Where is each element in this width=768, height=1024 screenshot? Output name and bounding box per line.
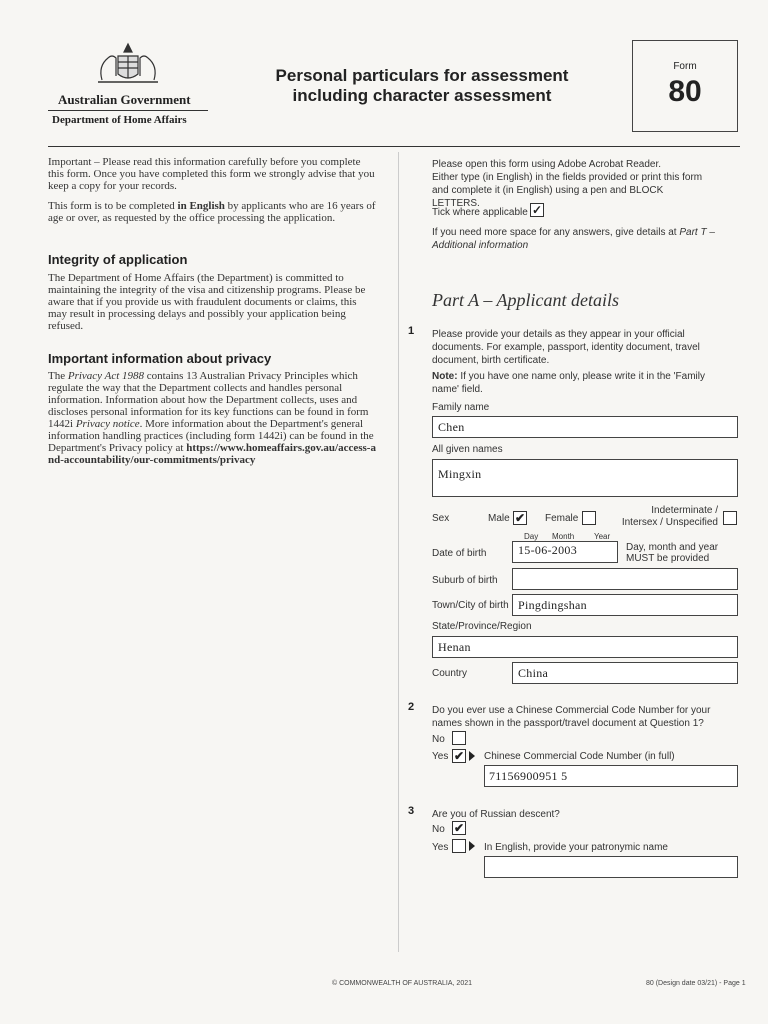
q2-arrow-icon [469, 751, 475, 761]
header-rule [48, 110, 208, 111]
given-names-field[interactable] [432, 459, 738, 497]
q3-yes-checkbox[interactable] [452, 839, 466, 853]
patronymic-field[interactable] [484, 856, 738, 878]
privacy-pre: The [48, 370, 68, 382]
privacy-text [48, 370, 378, 466]
suburb-label: Suburb of birth [432, 575, 498, 586]
family-name-label: Family name [432, 402, 490, 413]
coat-of-arms-logo [88, 36, 168, 88]
dob-note [626, 542, 718, 564]
female-label: Female [545, 513, 579, 524]
privacy-heading: Important information about privacy [48, 351, 272, 366]
ccc-value: 71156900951 5 [489, 769, 568, 783]
indeterminate-line-2: Intersex / Unspecified [621, 517, 718, 528]
state-value: Henan [438, 640, 471, 654]
privacy-act: Privacy Act 1988 [67, 370, 145, 382]
town-value: Pingdingshan [518, 598, 587, 612]
more-space-note [432, 226, 732, 252]
title-line-1: Personal particulars for assessment [275, 66, 569, 85]
more-space-pre: If you need more space for any answers, give details at [432, 227, 680, 238]
page-title [262, 66, 582, 106]
tick-example-checkbox: ✓ [531, 203, 543, 217]
dob-value: 15-06-2003 [518, 543, 577, 557]
indeterminate-line-1: Indeterminate / [651, 505, 718, 516]
question-1-text: Please provide your details as they appear in your official documents. For example, passport, identity document, travel document, birth certificate. [432, 329, 700, 366]
form-number: 80 [668, 75, 702, 108]
dob-note-line-1: Day, month and year [626, 542, 719, 553]
ccc-label: Chinese Commercial Code Number (in full) [484, 751, 675, 762]
english-req-bold: in English [177, 200, 225, 212]
gov-name: Australian Government [58, 92, 191, 107]
more-space-part2: Additional information [432, 240, 529, 251]
copyright-footer: © COMMONWEALTH OF AUSTRALIA, 2021 [332, 980, 472, 987]
header-divider [48, 146, 740, 147]
dob-label: Date of birth [432, 548, 487, 559]
integrity-heading: Integrity of application [48, 252, 188, 267]
indeterminate-label [610, 505, 718, 529]
note-bold: Note: [432, 371, 458, 382]
q2-yes-label: Yes [432, 751, 449, 762]
given-names-value: Mingxin [438, 467, 482, 481]
indeterminate-checkbox[interactable] [723, 511, 737, 525]
q2-yes-checkbox[interactable]: ✔ [453, 749, 465, 763]
form-number-box [632, 40, 738, 132]
question-3-text: Are you of Russian descent? [432, 809, 560, 820]
part-a-heading: Part A – Applicant details [432, 290, 620, 310]
town-label: Town/City of birth [432, 600, 509, 611]
dept-name: Department of Home Affairs [52, 114, 187, 126]
form-label: Form [673, 61, 697, 72]
privacy-post: . More information about the Department's general information handling practices (including form 1442i) can be found in the Department's Privacy policy at [48, 418, 374, 454]
family-name-field[interactable] [432, 416, 738, 438]
q3-yes-label: Yes [432, 842, 449, 853]
country-field[interactable] [512, 662, 738, 684]
dob-year-label: Year [594, 532, 611, 541]
question-1-number: 1 [408, 325, 415, 337]
ccc-field[interactable] [484, 765, 738, 787]
dob-month-label: Month [552, 532, 575, 541]
privacy-notice: Privacy notice [75, 418, 140, 430]
town-field[interactable] [512, 594, 738, 616]
country-value: China [518, 666, 549, 680]
integrity-text: The Department of Home Affairs (the Department) is committed to maintaining the integrity of the visa and citizenship programs. Please be aware that if you provide us with fraudulent documents or claims, this may result in processing delays and possibly your application being refused. [48, 272, 366, 332]
given-names-label: All given names [432, 444, 503, 455]
state-label: State/Province/Region [432, 621, 532, 632]
dob-field[interactable] [512, 541, 618, 563]
column-divider [398, 152, 399, 952]
question-2-number: 2 [408, 701, 415, 713]
question-1-note [432, 370, 732, 396]
english-req-post: by applicants who are 16 years of age or over, as requested by the office processing the application. [48, 200, 376, 224]
more-space-part: Part T – [679, 227, 715, 238]
family-name-value: Chen [438, 420, 465, 434]
question-2-text: Do you ever use a Chinese Commercial Code Number for your names shown in the passport/travel document at Question 1? [432, 705, 711, 729]
dob-day-label: Day [524, 532, 539, 541]
suburb-field[interactable] [512, 568, 738, 590]
privacy-url-link[interactable]: https://www.homeaffairs.gov.au/access-and-accountability/our-commitments/privacy [48, 442, 376, 466]
english-requirement-paragraph [48, 200, 376, 224]
intro-paragraph: Important – Please read this information carefully before you complete this form. Once you have completed this form we strongly advise that you keep a copy for your records. [48, 156, 375, 192]
completion-instruction: Either type (in English) in the fields provided or print this form and complete it (in English) using a pen and BLOCK LETTERS. [432, 172, 703, 209]
english-req-pre: This form is to be completed [48, 200, 178, 212]
q3-no-checkbox[interactable]: ✔ [453, 821, 465, 835]
tick-label: Tick where applicable [432, 207, 528, 218]
country-label: Country [432, 668, 468, 679]
female-checkbox[interactable] [582, 511, 596, 525]
q2-no-checkbox[interactable] [452, 731, 466, 745]
sex-label: Sex [432, 513, 450, 524]
state-field[interactable] [432, 636, 738, 658]
page-info-footer: 80 (Design date 03/21) - Page 1 [646, 980, 746, 987]
dob-note-line-2: MUST be provided [626, 553, 710, 564]
male-label: Male [488, 513, 510, 524]
q3-arrow-icon [469, 841, 475, 851]
question-3-number: 3 [408, 805, 415, 817]
q2-no-label: No [432, 734, 445, 745]
note-text: If you have one name only, please write it in the 'Family name' field. [432, 371, 705, 395]
patronymic-label: In English, provide your patronymic name [484, 842, 668, 853]
title-line-2: including character assessment [292, 86, 552, 105]
acrobat-instruction: Please open this form using Adobe Acrobat Reader. [432, 159, 662, 170]
q3-no-label: No [432, 824, 445, 835]
privacy-mid: contains 13 Australian Privacy Principles which regulate the way that the Department collects and handles personal information. Information about how the Department collects, uses and discloses personal information for its key functions can be found in form 1442i [48, 370, 369, 430]
male-checkbox[interactable]: ✔ [514, 511, 526, 525]
